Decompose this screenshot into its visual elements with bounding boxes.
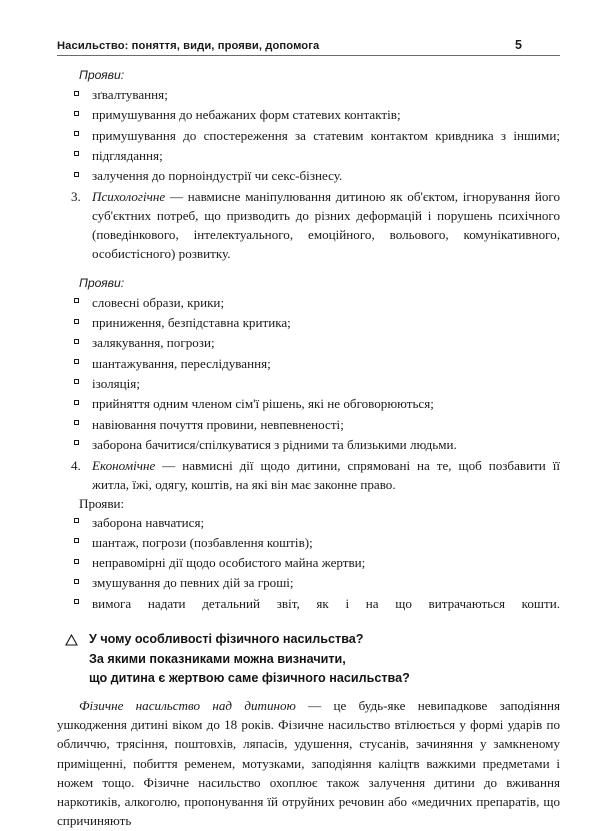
list-item-text: примушування до спостереження за статевим контактом кривдника з іншими; bbox=[92, 127, 560, 143]
list-item bbox=[71, 554, 560, 573]
square-bullet-icon bbox=[74, 599, 79, 604]
sexual-manifestations-list bbox=[57, 86, 560, 186]
economic-manifestations-list bbox=[57, 514, 560, 614]
list-item bbox=[71, 294, 560, 313]
closing-text: це будь-яке невипадкове заподіяння ушкодження дитині віком до 18 років. Фізичне насильство втілюється у формі ударів по обличчю, трясіння, поштовхів, ляпасів, удушення, стусанів, зачиняння у замкненому приміщенні, побиття ременем, мотузками, заподіяння каліцтв важкими предметами і ножем тощо. Фізичне насильство охоплює також залучення дитини до вживання наркотиків, алкоголю, пропонування їй отруйних речовин або «медичних препаратів, що спричиняють bbox=[57, 697, 560, 829]
square-bullet-icon bbox=[74, 319, 79, 324]
question-callout bbox=[65, 630, 560, 687]
list-item-text: словесні образи, крики; bbox=[92, 294, 225, 310]
square-bullet-icon bbox=[74, 111, 79, 116]
square-bullet-icon bbox=[74, 440, 79, 445]
list-item-text: підглядання; bbox=[92, 147, 163, 163]
square-bullet-icon bbox=[74, 298, 79, 303]
list-item-text: шантажування, переслідування; bbox=[92, 355, 271, 371]
closing-term: Фізичне насильство над дитиною bbox=[79, 697, 296, 713]
manifestations-label-psychological: Прояви: bbox=[79, 275, 125, 290]
item-dash: — bbox=[155, 457, 183, 473]
list-item-text: змушування до певних дій за гроші; bbox=[92, 575, 294, 591]
square-bullet-icon bbox=[74, 172, 79, 177]
item-term: Психологічне bbox=[92, 188, 166, 204]
list-item-text: приниження, безпідставна критика; bbox=[92, 315, 291, 331]
list-item bbox=[71, 375, 560, 394]
list-item-text: вимога надати детальний звіт, як і на що витрачаються кошти. bbox=[92, 595, 560, 611]
list-item-text: заборона навчатися; bbox=[92, 514, 205, 530]
list-item bbox=[71, 334, 560, 353]
numbered-item-economic bbox=[71, 457, 560, 495]
list-item bbox=[71, 147, 560, 166]
square-bullet-icon bbox=[74, 518, 79, 523]
square-bullet-icon bbox=[74, 339, 79, 344]
square-bullet-icon bbox=[74, 559, 79, 564]
manifestations-label-sexual: Прояви: bbox=[79, 68, 125, 82]
list-item bbox=[71, 595, 560, 614]
list-item bbox=[71, 436, 560, 455]
list-item-text: шантаж, погрози (позбавлення коштів); bbox=[92, 534, 313, 550]
square-bullet-icon bbox=[74, 151, 79, 156]
running-head bbox=[57, 38, 560, 56]
page-number: 5 bbox=[515, 38, 522, 52]
item-term: Економічне bbox=[92, 457, 156, 473]
closing-dash: — bbox=[295, 697, 334, 713]
list-item-text: залякування, погрози; bbox=[92, 335, 215, 351]
item-number: 3. bbox=[71, 188, 81, 204]
list-item-text: заборона бачитися/спілкуватися з рідними та близькими людьми. bbox=[92, 436, 457, 452]
item-definition: навмисне маніпулювання дитиною як об'єктом, ігнорування його суб'єктних потреб, що призводить до різних деформацій і порушень психічного (поведінкового, інтелектуального, емоційного, вольового, комунікативного, особистісного) розвитку. bbox=[92, 188, 560, 261]
square-bullet-icon bbox=[74, 131, 79, 136]
list-item-text: зґвалтування; bbox=[92, 87, 168, 102]
list-item bbox=[71, 106, 560, 125]
question-line-3: що дитина є жертвою саме фізичного насильства? bbox=[89, 670, 410, 685]
square-bullet-icon bbox=[74, 91, 79, 96]
list-item bbox=[71, 416, 560, 435]
list-item bbox=[71, 86, 560, 105]
list-item-text: неправомірні дії щодо особистого майна жертви; bbox=[92, 555, 366, 571]
list-item bbox=[71, 314, 560, 333]
numbered-item-psychological bbox=[71, 188, 560, 264]
square-bullet-icon bbox=[74, 379, 79, 384]
item-dash: — bbox=[165, 188, 188, 204]
list-item bbox=[71, 395, 560, 414]
list-item bbox=[71, 514, 560, 533]
list-item-text: прийняття одним членом сім'ї рішень, які не обговорюються; bbox=[92, 396, 434, 412]
item-definition: навмисні дії щодо дитини, спрямовані на те, щоб позбавити її житла, їжі, одягу, коштів, на які він має законне право. bbox=[92, 457, 560, 492]
list-item bbox=[71, 167, 560, 186]
list-item-text: ізоляція; bbox=[92, 375, 140, 391]
square-bullet-icon bbox=[74, 400, 79, 405]
list-item bbox=[71, 534, 560, 553]
list-item bbox=[71, 355, 560, 374]
list-item bbox=[71, 127, 560, 146]
square-bullet-icon bbox=[74, 579, 79, 584]
running-head-title: Насильство: поняття, види, прояви, допомога bbox=[57, 40, 320, 52]
question-line-2: За якими показниками можна визначити, bbox=[89, 651, 346, 666]
closing-paragraph bbox=[57, 696, 560, 831]
psychological-manifestations-list bbox=[57, 294, 560, 455]
question-line-1: У чому особливості фізичного насильства? bbox=[89, 632, 364, 647]
square-bullet-icon bbox=[74, 420, 79, 425]
square-bullet-icon bbox=[74, 538, 79, 543]
manifestations-label-economic: Прояви: bbox=[79, 495, 125, 511]
item-number: 4. bbox=[71, 457, 81, 473]
square-bullet-icon bbox=[74, 359, 79, 364]
list-item bbox=[71, 574, 560, 593]
list-item-text: примушування до небажаних форм статевих контактів; bbox=[92, 107, 401, 123]
list-item-text: залучення до порноіндустрії чи секс-бізнесу. bbox=[92, 168, 343, 184]
list-item-text: навіювання почуття провини, невпевненості; bbox=[92, 416, 344, 432]
